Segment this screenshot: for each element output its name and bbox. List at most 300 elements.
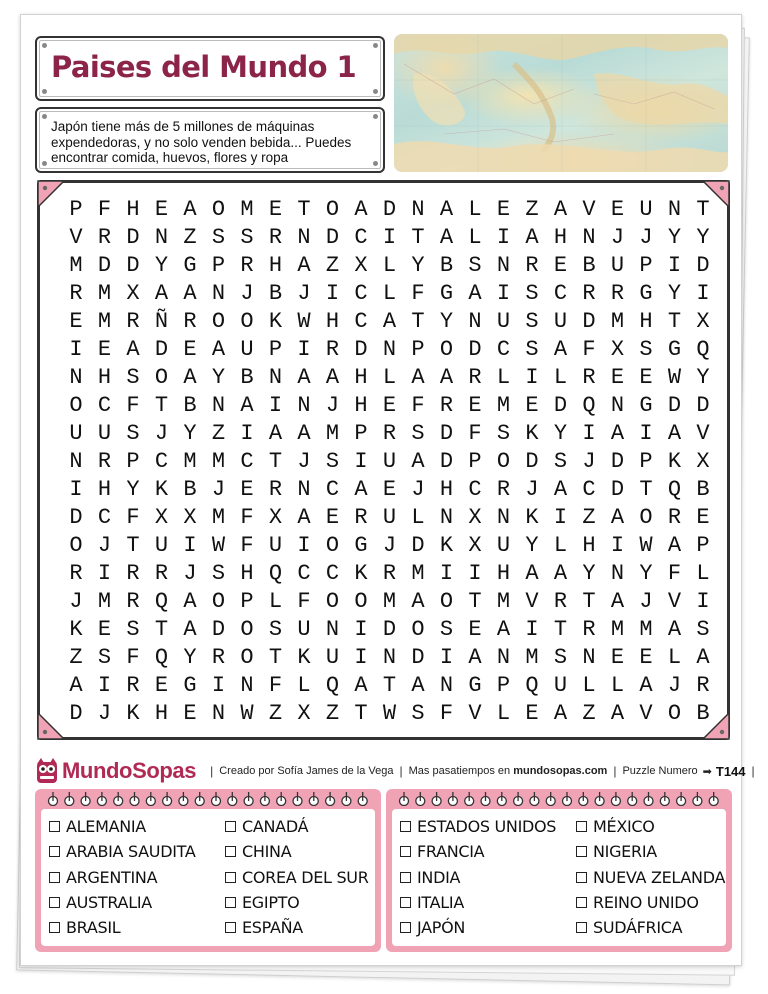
grid-letter[interactable]: R: [69, 281, 83, 306]
grid-letter[interactable]: L: [411, 505, 425, 530]
grid-letter[interactable]: R: [69, 561, 83, 586]
grid-letter[interactable]: D: [211, 617, 226, 642]
grid-letter[interactable]: I: [468, 561, 482, 586]
grid-letter[interactable]: A: [268, 421, 283, 446]
grid-letter[interactable]: U: [154, 533, 169, 558]
grid-letter[interactable]: X: [154, 505, 169, 530]
grid-letter[interactable]: M: [211, 505, 226, 530]
grid-letter[interactable]: J: [667, 673, 682, 698]
grid-letter[interactable]: N: [211, 701, 226, 726]
grid-letter[interactable]: P: [211, 253, 226, 278]
grid-letter[interactable]: L: [667, 645, 682, 670]
grid-letter[interactable]: H: [496, 561, 511, 586]
word-item[interactable]: [576, 817, 655, 836]
grid-letter[interactable]: D: [69, 505, 83, 530]
word-item[interactable]: [576, 918, 682, 937]
grid-letter[interactable]: R: [97, 225, 112, 250]
grid-letter[interactable]: Q: [667, 477, 682, 502]
grid-letter[interactable]: N: [610, 393, 625, 418]
grid-letter[interactable]: E: [639, 645, 653, 670]
grid-letter[interactable]: I: [354, 449, 368, 474]
grid-letter[interactable]: H: [354, 393, 368, 418]
grid-letter[interactable]: O: [154, 365, 169, 390]
grid-letter[interactable]: O: [325, 197, 340, 222]
grid-letter[interactable]: S: [411, 701, 425, 726]
word-item[interactable]: [400, 842, 484, 861]
checkbox-icon[interactable]: [225, 846, 236, 857]
grid-letter[interactable]: F: [667, 561, 682, 586]
grid-letter[interactable]: T: [639, 477, 653, 502]
grid-letter[interactable]: C: [240, 449, 254, 474]
checkbox-icon[interactable]: [225, 922, 236, 933]
grid-letter[interactable]: C: [354, 281, 368, 306]
grid-letter[interactable]: A: [439, 225, 454, 250]
grid-letter[interactable]: T: [268, 645, 283, 670]
grid-letter[interactable]: I: [183, 533, 197, 558]
grid-letter[interactable]: S: [553, 645, 568, 670]
word-item[interactable]: [225, 817, 308, 836]
grid-letter[interactable]: J: [69, 589, 83, 614]
grid-letter[interactable]: G: [439, 281, 454, 306]
grid-letter[interactable]: A: [553, 477, 568, 502]
grid-letter[interactable]: M: [411, 561, 425, 586]
grid-letter[interactable]: I: [525, 617, 539, 642]
grid-letter[interactable]: I: [525, 365, 539, 390]
grid-letter[interactable]: D: [154, 337, 169, 362]
grid-letter[interactable]: A: [297, 253, 311, 278]
grid-letter[interactable]: E: [154, 673, 169, 698]
checkbox-icon[interactable]: [400, 821, 411, 832]
grid-letter[interactable]: A: [553, 561, 568, 586]
grid-letter[interactable]: I: [97, 561, 112, 586]
grid-letter[interactable]: A: [354, 673, 368, 698]
grid-letter[interactable]: C: [582, 477, 596, 502]
grid-letter[interactable]: J: [639, 225, 653, 250]
grid-letter[interactable]: M: [183, 449, 197, 474]
grid-letter[interactable]: N: [382, 337, 397, 362]
grid-letter[interactable]: K: [69, 617, 83, 642]
grid-letter[interactable]: J: [297, 281, 311, 306]
grid-letter[interactable]: A: [439, 197, 454, 222]
grid-letter[interactable]: M: [496, 589, 511, 614]
grid-letter[interactable]: S: [211, 225, 226, 250]
word-item[interactable]: [49, 918, 120, 937]
grid-letter[interactable]: J: [610, 225, 625, 250]
grid-letter[interactable]: D: [126, 253, 140, 278]
grid-letter[interactable]: F: [97, 197, 112, 222]
word-item[interactable]: [225, 918, 303, 937]
grid-letter[interactable]: T: [154, 393, 169, 418]
grid-letter[interactable]: J: [240, 281, 254, 306]
grid-letter[interactable]: U: [325, 645, 340, 670]
grid-letter[interactable]: M: [97, 281, 112, 306]
grid-letter[interactable]: Y: [126, 477, 140, 502]
grid-letter[interactable]: O: [639, 505, 653, 530]
grid-letter[interactable]: K: [154, 477, 169, 502]
grid-letter[interactable]: M: [639, 617, 653, 642]
grid-letter[interactable]: A: [639, 673, 653, 698]
grid-letter[interactable]: D: [610, 477, 625, 502]
grid-letter[interactable]: B: [240, 365, 254, 390]
grid-letter[interactable]: R: [525, 253, 539, 278]
grid-letter[interactable]: M: [610, 309, 625, 334]
grid-letter[interactable]: A: [354, 197, 368, 222]
grid-letter[interactable]: J: [525, 477, 539, 502]
grid-letter[interactable]: X: [268, 505, 283, 530]
grid-letter[interactable]: S: [696, 617, 710, 642]
grid-letter[interactable]: E: [525, 701, 539, 726]
checkbox-icon[interactable]: [225, 897, 236, 908]
grid-letter[interactable]: R: [268, 477, 283, 502]
grid-letter[interactable]: P: [354, 421, 368, 446]
grid-letter[interactable]: A: [553, 701, 568, 726]
grid-letter[interactable]: L: [496, 701, 511, 726]
checkbox-icon[interactable]: [400, 897, 411, 908]
grid-letter[interactable]: Y: [696, 225, 710, 250]
grid-letter[interactable]: A: [496, 617, 511, 642]
grid-letter[interactable]: R: [382, 561, 397, 586]
grid-letter[interactable]: H: [154, 701, 169, 726]
grid-letter[interactable]: E: [696, 505, 710, 530]
checkbox-icon[interactable]: [576, 872, 587, 883]
grid-letter[interactable]: E: [553, 253, 568, 278]
grid-letter[interactable]: R: [126, 309, 140, 334]
grid-letter[interactable]: D: [439, 421, 454, 446]
grid-letter[interactable]: L: [610, 673, 625, 698]
grid-letter[interactable]: J: [211, 477, 226, 502]
grid-letter[interactable]: A: [297, 421, 311, 446]
grid-letter[interactable]: A: [69, 673, 83, 698]
grid-letter[interactable]: R: [582, 365, 596, 390]
grid-letter[interactable]: M: [97, 309, 112, 334]
grid-letter[interactable]: N: [411, 197, 425, 222]
grid-letter[interactable]: D: [354, 337, 368, 362]
grid-letter[interactable]: M: [325, 421, 340, 446]
grid-letter[interactable]: J: [582, 449, 596, 474]
grid-letter[interactable]: N: [325, 617, 340, 642]
grid-letter[interactable]: M: [97, 589, 112, 614]
grid-letter[interactable]: J: [97, 533, 112, 558]
grid-letter[interactable]: I: [382, 225, 397, 250]
grid-letter[interactable]: O: [240, 309, 254, 334]
grid-letter[interactable]: D: [696, 393, 710, 418]
grid-letter[interactable]: G: [639, 281, 653, 306]
grid-letter[interactable]: R: [97, 449, 112, 474]
word-item[interactable]: [400, 817, 556, 836]
grid-letter[interactable]: D: [553, 393, 568, 418]
grid-letter[interactable]: N: [610, 561, 625, 586]
grid-letter[interactable]: F: [126, 393, 140, 418]
grid-letter[interactable]: B: [696, 701, 710, 726]
grid-letter[interactable]: P: [639, 449, 653, 474]
grid-letter[interactable]: N: [154, 225, 169, 250]
grid-letter[interactable]: D: [382, 617, 397, 642]
grid-letter[interactable]: F: [439, 701, 454, 726]
grid-letter[interactable]: L: [553, 533, 568, 558]
checkbox-icon[interactable]: [576, 922, 587, 933]
grid-letter[interactable]: P: [268, 337, 283, 362]
grid-letter[interactable]: E: [183, 337, 197, 362]
grid-letter[interactable]: N: [496, 505, 511, 530]
grid-letter[interactable]: E: [154, 197, 169, 222]
grid-letter[interactable]: R: [325, 337, 340, 362]
grid-letter[interactable]: N: [496, 253, 511, 278]
grid-letter[interactable]: F: [468, 421, 482, 446]
grid-letter[interactable]: D: [411, 533, 425, 558]
grid-letter[interactable]: I: [240, 421, 254, 446]
grid-letter[interactable]: D: [468, 337, 482, 362]
checkbox-icon[interactable]: [576, 821, 587, 832]
word-item[interactable]: [576, 842, 657, 861]
grid-letter[interactable]: N: [468, 309, 482, 334]
grid-letter[interactable]: H: [240, 561, 254, 586]
grid-letter[interactable]: Z: [183, 225, 197, 250]
grid-letter[interactable]: N: [582, 225, 596, 250]
grid-letter[interactable]: W: [240, 701, 254, 726]
grid-letter[interactable]: Z: [325, 253, 340, 278]
grid-letter[interactable]: K: [354, 561, 368, 586]
checkbox-icon[interactable]: [49, 897, 60, 908]
grid-letter[interactable]: A: [610, 421, 625, 446]
grid-letter[interactable]: R: [468, 365, 482, 390]
grid-letter[interactable]: V: [582, 197, 596, 222]
grid-letter[interactable]: V: [639, 701, 653, 726]
grid-letter[interactable]: L: [553, 365, 568, 390]
grid-letter[interactable]: E: [97, 617, 112, 642]
grid-letter[interactable]: T: [667, 309, 682, 334]
word-item[interactable]: [576, 893, 699, 912]
grid-letter[interactable]: A: [696, 645, 710, 670]
grid-letter[interactable]: X: [696, 309, 710, 334]
grid-letter[interactable]: Q: [525, 673, 539, 698]
grid-letter[interactable]: C: [325, 561, 340, 586]
grid-letter[interactable]: B: [183, 393, 197, 418]
grid-letter[interactable]: Q: [154, 589, 169, 614]
grid-letter[interactable]: E: [268, 197, 283, 222]
grid-letter[interactable]: J: [297, 449, 311, 474]
grid-letter[interactable]: A: [411, 365, 425, 390]
grid-letter[interactable]: F: [411, 393, 425, 418]
grid-letter[interactable]: A: [411, 449, 425, 474]
grid-letter[interactable]: J: [97, 701, 112, 726]
grid-letter[interactable]: W: [211, 533, 226, 558]
grid-letter[interactable]: T: [411, 309, 425, 334]
grid-letter[interactable]: D: [382, 197, 397, 222]
grid-letter[interactable]: U: [69, 421, 83, 446]
grid-letter[interactable]: L: [582, 673, 596, 698]
grid-letter[interactable]: R: [126, 673, 140, 698]
grid-letter[interactable]: I: [553, 505, 568, 530]
grid-letter[interactable]: S: [126, 365, 140, 390]
grid-letter[interactable]: I: [439, 561, 454, 586]
grid-letter[interactable]: I: [496, 225, 511, 250]
grid-letter[interactable]: P: [639, 253, 653, 278]
grid-letter[interactable]: F: [268, 673, 283, 698]
grid-letter[interactable]: O: [439, 337, 454, 362]
grid-letter[interactable]: Z: [525, 197, 539, 222]
grid-letter[interactable]: M: [382, 589, 397, 614]
grid-letter[interactable]: K: [667, 449, 682, 474]
grid-letter[interactable]: L: [496, 365, 511, 390]
website-link[interactable]: mundosopas.com: [513, 765, 608, 777]
grid-letter[interactable]: B: [696, 477, 710, 502]
grid-letter[interactable]: V: [667, 589, 682, 614]
grid-letter[interactable]: R: [439, 393, 454, 418]
grid-letter[interactable]: P: [496, 673, 511, 698]
grid-letter[interactable]: A: [411, 673, 425, 698]
grid-letter[interactable]: A: [183, 281, 197, 306]
grid-letter[interactable]: I: [354, 645, 368, 670]
grid-letter[interactable]: G: [354, 533, 368, 558]
grid-letter[interactable]: S: [439, 617, 454, 642]
grid-letter[interactable]: A: [439, 365, 454, 390]
grid-letter[interactable]: Y: [211, 365, 226, 390]
grid-letter[interactable]: O: [667, 701, 682, 726]
grid-letter[interactable]: R: [268, 225, 283, 250]
grid-letter[interactable]: N: [297, 225, 311, 250]
grid-letter[interactable]: D: [696, 253, 710, 278]
grid-letter[interactable]: S: [240, 225, 254, 250]
grid-letter[interactable]: M: [211, 449, 226, 474]
grid-letter[interactable]: F: [411, 281, 425, 306]
grid-letter[interactable]: A: [553, 337, 568, 362]
grid-letter[interactable]: J: [411, 477, 425, 502]
word-item[interactable]: [225, 842, 291, 861]
grid-letter[interactable]: T: [411, 225, 425, 250]
grid-letter[interactable]: E: [610, 197, 625, 222]
grid-letter[interactable]: J: [183, 561, 197, 586]
grid-letter[interactable]: G: [667, 337, 682, 362]
grid-letter[interactable]: A: [468, 281, 482, 306]
grid-letter[interactable]: A: [667, 617, 682, 642]
grid-letter[interactable]: S: [639, 337, 653, 362]
word-item[interactable]: [49, 842, 196, 861]
grid-letter[interactable]: B: [582, 253, 596, 278]
grid-letter[interactable]: L: [468, 197, 482, 222]
grid-letter[interactable]: S: [525, 281, 539, 306]
word-item[interactable]: [49, 893, 152, 912]
grid-letter[interactable]: S: [525, 337, 539, 362]
grid-letter[interactable]: E: [97, 337, 112, 362]
grid-letter[interactable]: O: [496, 449, 511, 474]
grid-letter[interactable]: S: [97, 645, 112, 670]
grid-letter[interactable]: D: [126, 225, 140, 250]
grid-letter[interactable]: S: [126, 421, 140, 446]
grid-letter[interactable]: A: [183, 197, 197, 222]
grid-letter[interactable]: T: [126, 533, 140, 558]
grid-letter[interactable]: E: [382, 477, 397, 502]
grid-letter[interactable]: N: [439, 673, 454, 698]
grid-letter[interactable]: D: [667, 393, 682, 418]
grid-letter[interactable]: C: [97, 393, 112, 418]
grid-letter[interactable]: H: [268, 253, 283, 278]
grid-letter[interactable]: N: [211, 281, 226, 306]
grid-letter[interactable]: V: [69, 225, 83, 250]
grid-letter[interactable]: E: [468, 617, 482, 642]
grid-letter[interactable]: S: [268, 617, 283, 642]
grid-letter[interactable]: D: [325, 225, 340, 250]
grid-letter[interactable]: G: [183, 673, 197, 698]
grid-letter[interactable]: R: [496, 477, 511, 502]
grid-letter[interactable]: O: [69, 393, 83, 418]
grid-letter[interactable]: I: [696, 281, 710, 306]
grid-letter[interactable]: I: [696, 589, 710, 614]
grid-letter[interactable]: M: [240, 197, 254, 222]
grid-letter[interactable]: H: [439, 477, 454, 502]
grid-letter[interactable]: Y: [667, 281, 682, 306]
grid-letter[interactable]: P: [411, 337, 425, 362]
grid-letter[interactable]: R: [382, 421, 397, 446]
grid-letter[interactable]: P: [696, 533, 710, 558]
grid-letter[interactable]: L: [696, 561, 710, 586]
grid-letter[interactable]: K: [525, 505, 539, 530]
grid-letter[interactable]: R: [610, 281, 625, 306]
grid-letter[interactable]: Y: [154, 253, 169, 278]
grid-letter[interactable]: S: [411, 421, 425, 446]
grid-letter[interactable]: A: [354, 477, 368, 502]
grid-letter[interactable]: E: [183, 701, 197, 726]
grid-letter[interactable]: R: [154, 561, 169, 586]
grid-letter[interactable]: A: [553, 197, 568, 222]
grid-letter[interactable]: N: [69, 449, 83, 474]
grid-letter[interactable]: G: [639, 393, 653, 418]
grid-letter[interactable]: C: [297, 561, 311, 586]
grid-letter[interactable]: B: [183, 477, 197, 502]
grid-letter[interactable]: Q: [582, 393, 596, 418]
grid-letter[interactable]: N: [268, 365, 283, 390]
grid-letter[interactable]: A: [667, 533, 682, 558]
grid-letter[interactable]: V: [696, 421, 710, 446]
grid-letter[interactable]: Q: [154, 645, 169, 670]
grid-letter[interactable]: Y: [411, 253, 425, 278]
grid-letter[interactable]: O: [211, 197, 226, 222]
checkbox-icon[interactable]: [49, 922, 60, 933]
grid-letter[interactable]: R: [183, 309, 197, 334]
grid-letter[interactable]: E: [468, 393, 482, 418]
grid-letter[interactable]: C: [354, 225, 368, 250]
grid-letter[interactable]: P: [240, 589, 254, 614]
grid-letter[interactable]: D: [525, 449, 539, 474]
grid-letter[interactable]: U: [496, 309, 511, 334]
grid-letter[interactable]: N: [382, 645, 397, 670]
grid-letter[interactable]: F: [126, 505, 140, 530]
grid-letter[interactable]: L: [382, 365, 397, 390]
grid-letter[interactable]: K: [439, 533, 454, 558]
grid-letter[interactable]: A: [610, 505, 625, 530]
grid-letter[interactable]: H: [354, 365, 368, 390]
grid-letter[interactable]: O: [240, 645, 254, 670]
grid-letter[interactable]: K: [126, 701, 140, 726]
grid-letter[interactable]: C: [325, 477, 340, 502]
grid-letter[interactable]: R: [240, 253, 254, 278]
checkbox-icon[interactable]: [49, 821, 60, 832]
grid-letter[interactable]: N: [439, 505, 454, 530]
grid-letter[interactable]: P: [126, 449, 140, 474]
grid-letter[interactable]: K: [297, 645, 311, 670]
grid-letter[interactable]: X: [468, 505, 482, 530]
grid-letter[interactable]: X: [126, 281, 140, 306]
grid-letter[interactable]: I: [582, 421, 596, 446]
grid-letter[interactable]: I: [325, 281, 340, 306]
grid-letter[interactable]: Y: [553, 421, 568, 446]
grid-letter[interactable]: A: [183, 365, 197, 390]
grid-letter[interactable]: A: [126, 337, 140, 362]
grid-letter[interactable]: N: [297, 477, 311, 502]
grid-letter[interactable]: Q: [325, 673, 340, 698]
grid-letter[interactable]: M: [525, 645, 539, 670]
grid-letter[interactable]: Z: [582, 701, 596, 726]
grid-letter[interactable]: D: [69, 701, 83, 726]
